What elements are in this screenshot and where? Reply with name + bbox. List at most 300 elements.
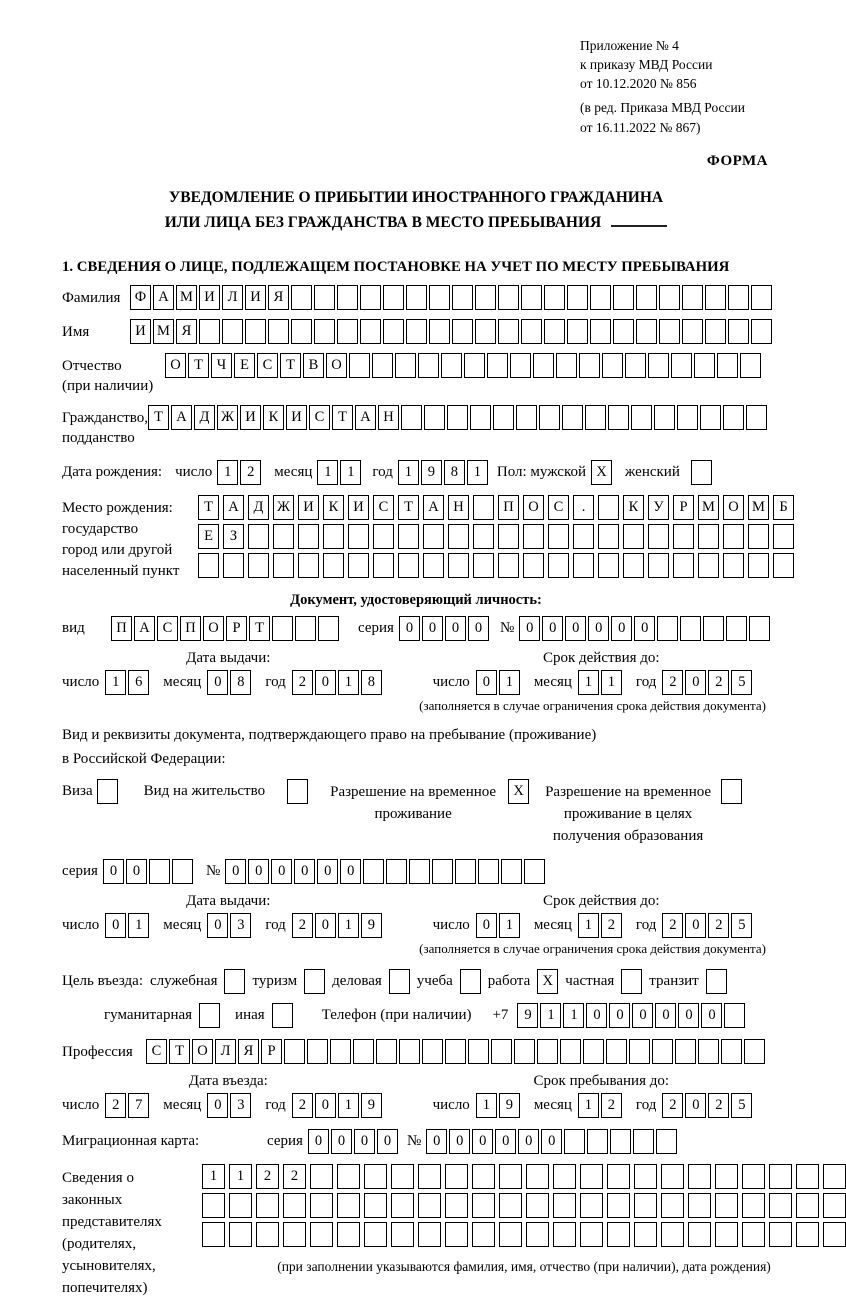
char-cell[interactable]: 2 bbox=[283, 1164, 306, 1189]
char-cell[interactable] bbox=[694, 353, 715, 378]
char-cell[interactable]: 0 bbox=[399, 616, 420, 641]
char-cell[interactable]: Д bbox=[248, 495, 269, 520]
char-cell[interactable]: 2 bbox=[292, 670, 313, 695]
char-cell[interactable] bbox=[498, 524, 519, 549]
char-cell[interactable] bbox=[623, 553, 644, 578]
char-cell[interactable] bbox=[468, 1039, 489, 1064]
char-cell[interactable] bbox=[607, 1222, 630, 1247]
char-cell[interactable] bbox=[587, 1129, 608, 1154]
char-cell[interactable] bbox=[470, 405, 491, 430]
char-cell[interactable] bbox=[295, 616, 316, 641]
char-cell[interactable] bbox=[202, 1193, 225, 1218]
char-cell[interactable] bbox=[429, 285, 450, 310]
char-cell[interactable] bbox=[445, 1222, 468, 1247]
char-cell[interactable] bbox=[493, 405, 514, 430]
char-cell[interactable]: 0 bbox=[317, 859, 338, 884]
char-cell[interactable]: 5 bbox=[731, 670, 752, 695]
char-cell[interactable] bbox=[598, 495, 619, 520]
char-cell[interactable] bbox=[383, 285, 404, 310]
char-cell[interactable] bbox=[283, 1222, 306, 1247]
char-cell[interactable]: 1 bbox=[217, 460, 238, 485]
char-cell[interactable] bbox=[323, 553, 344, 578]
char-cell[interactable] bbox=[360, 319, 381, 344]
char-cell[interactable]: Н bbox=[448, 495, 469, 520]
char-cell[interactable]: О bbox=[192, 1039, 213, 1064]
char-cell[interactable]: 1 bbox=[338, 913, 359, 938]
char-cell[interactable] bbox=[533, 353, 554, 378]
char-cell[interactable] bbox=[337, 285, 358, 310]
char-cell[interactable] bbox=[715, 1193, 738, 1218]
char-cell[interactable] bbox=[539, 405, 560, 430]
char-cell[interactable] bbox=[682, 285, 703, 310]
rvp-checkbox[interactable]: X bbox=[508, 779, 529, 804]
char-cell[interactable] bbox=[455, 859, 476, 884]
char-cell[interactable] bbox=[723, 553, 744, 578]
char-cell[interactable] bbox=[418, 1164, 441, 1189]
char-cell[interactable] bbox=[661, 1164, 684, 1189]
char-cell[interactable] bbox=[372, 353, 393, 378]
char-cell[interactable]: 2 bbox=[601, 913, 622, 938]
char-cell[interactable] bbox=[510, 353, 531, 378]
char-cell[interactable] bbox=[330, 1039, 351, 1064]
char-cell[interactable] bbox=[314, 285, 335, 310]
char-cell[interactable] bbox=[607, 1164, 630, 1189]
char-cell[interactable] bbox=[698, 553, 719, 578]
char-cell[interactable]: 0 bbox=[655, 1003, 676, 1028]
char-cell[interactable] bbox=[625, 353, 646, 378]
char-cell[interactable] bbox=[401, 405, 422, 430]
char-cell[interactable] bbox=[680, 616, 701, 641]
char-cell[interactable]: 0 bbox=[678, 1003, 699, 1028]
char-cell[interactable] bbox=[395, 353, 416, 378]
char-cell[interactable]: Т bbox=[280, 353, 301, 378]
char-cell[interactable]: 0 bbox=[422, 616, 443, 641]
char-cell[interactable]: Ж bbox=[273, 495, 294, 520]
char-cell[interactable] bbox=[398, 524, 419, 549]
char-cell[interactable] bbox=[498, 285, 519, 310]
char-cell[interactable]: О bbox=[523, 495, 544, 520]
purpose-study-checkbox[interactable] bbox=[460, 969, 481, 994]
char-cell[interactable] bbox=[273, 553, 294, 578]
char-cell[interactable] bbox=[418, 1193, 441, 1218]
char-cell[interactable]: 1 bbox=[499, 670, 520, 695]
char-cell[interactable] bbox=[553, 1164, 576, 1189]
char-cell[interactable]: А bbox=[355, 405, 376, 430]
char-cell[interactable] bbox=[472, 1193, 495, 1218]
char-cell[interactable]: П bbox=[498, 495, 519, 520]
char-cell[interactable] bbox=[673, 553, 694, 578]
char-cell[interactable] bbox=[222, 319, 243, 344]
char-cell[interactable] bbox=[608, 405, 629, 430]
char-cell[interactable] bbox=[636, 319, 657, 344]
char-cell[interactable]: 0 bbox=[103, 859, 124, 884]
char-cell[interactable] bbox=[472, 1164, 495, 1189]
char-cell[interactable] bbox=[598, 553, 619, 578]
char-cell[interactable] bbox=[726, 616, 747, 641]
char-cell[interactable]: И bbox=[240, 405, 261, 430]
char-cell[interactable] bbox=[423, 553, 444, 578]
char-cell[interactable] bbox=[590, 319, 611, 344]
char-cell[interactable] bbox=[373, 553, 394, 578]
char-cell[interactable] bbox=[272, 616, 293, 641]
char-cell[interactable]: 0 bbox=[449, 1129, 470, 1154]
char-cell[interactable]: 9 bbox=[361, 913, 382, 938]
char-cell[interactable]: 1 bbox=[229, 1164, 252, 1189]
char-cell[interactable] bbox=[698, 1039, 719, 1064]
char-cell[interactable]: 8 bbox=[230, 670, 251, 695]
char-cell[interactable]: 6 bbox=[128, 670, 149, 695]
char-cell[interactable] bbox=[291, 285, 312, 310]
char-cell[interactable]: Р bbox=[226, 616, 247, 641]
char-cell[interactable] bbox=[823, 1193, 846, 1218]
char-cell[interactable]: Ф bbox=[130, 285, 151, 310]
char-cell[interactable]: 2 bbox=[256, 1164, 279, 1189]
char-cell[interactable]: Р bbox=[261, 1039, 282, 1064]
char-cell[interactable]: 0 bbox=[207, 670, 228, 695]
char-cell[interactable] bbox=[773, 553, 794, 578]
char-cell[interactable] bbox=[521, 319, 542, 344]
char-cell[interactable]: 2 bbox=[708, 913, 729, 938]
char-cell[interactable] bbox=[422, 1039, 443, 1064]
char-cell[interactable] bbox=[544, 319, 565, 344]
purpose-official-checkbox[interactable] bbox=[224, 969, 245, 994]
char-cell[interactable] bbox=[223, 553, 244, 578]
char-cell[interactable]: 0 bbox=[225, 859, 246, 884]
char-cell[interactable]: И bbox=[130, 319, 151, 344]
char-cell[interactable] bbox=[796, 1193, 819, 1218]
char-cell[interactable] bbox=[629, 1039, 650, 1064]
char-cell[interactable] bbox=[823, 1164, 846, 1189]
char-cell[interactable]: 0 bbox=[308, 1129, 329, 1154]
char-cell[interactable]: О bbox=[203, 616, 224, 641]
char-cell[interactable] bbox=[478, 859, 499, 884]
char-cell[interactable]: К bbox=[623, 495, 644, 520]
char-cell[interactable] bbox=[613, 285, 634, 310]
char-cell[interactable] bbox=[580, 1222, 603, 1247]
char-cell[interactable] bbox=[418, 1222, 441, 1247]
char-cell[interactable]: Ч bbox=[211, 353, 232, 378]
sex-female-checkbox[interactable] bbox=[691, 460, 712, 485]
char-cell[interactable]: 0 bbox=[468, 616, 489, 641]
char-cell[interactable]: С bbox=[157, 616, 178, 641]
char-cell[interactable]: Т bbox=[169, 1039, 190, 1064]
char-cell[interactable]: С bbox=[146, 1039, 167, 1064]
char-cell[interactable]: М bbox=[176, 285, 197, 310]
char-cell[interactable] bbox=[553, 1193, 576, 1218]
char-cell[interactable] bbox=[298, 553, 319, 578]
char-cell[interactable] bbox=[424, 405, 445, 430]
char-cell[interactable] bbox=[337, 1222, 360, 1247]
purpose-other-checkbox[interactable] bbox=[272, 1003, 293, 1028]
char-cell[interactable]: . bbox=[573, 495, 594, 520]
char-cell[interactable]: 2 bbox=[662, 1093, 683, 1118]
char-cell[interactable]: Т bbox=[198, 495, 219, 520]
char-cell[interactable] bbox=[448, 553, 469, 578]
char-cell[interactable]: 0 bbox=[248, 859, 269, 884]
char-cell[interactable]: 2 bbox=[708, 670, 729, 695]
char-cell[interactable] bbox=[742, 1164, 765, 1189]
char-cell[interactable] bbox=[445, 1164, 468, 1189]
char-cell[interactable]: 9 bbox=[517, 1003, 538, 1028]
char-cell[interactable] bbox=[383, 319, 404, 344]
char-cell[interactable] bbox=[452, 285, 473, 310]
char-cell[interactable] bbox=[498, 553, 519, 578]
char-cell[interactable] bbox=[524, 859, 545, 884]
char-cell[interactable] bbox=[348, 524, 369, 549]
sex-male-checkbox[interactable]: X bbox=[591, 460, 612, 485]
char-cell[interactable] bbox=[659, 285, 680, 310]
char-cell[interactable]: О bbox=[165, 353, 186, 378]
char-cell[interactable] bbox=[654, 405, 675, 430]
char-cell[interactable] bbox=[248, 524, 269, 549]
purpose-humanitarian-checkbox[interactable] bbox=[199, 1003, 220, 1028]
char-cell[interactable] bbox=[573, 553, 594, 578]
char-cell[interactable] bbox=[715, 1222, 738, 1247]
purpose-private-checkbox[interactable] bbox=[621, 969, 642, 994]
char-cell[interactable]: Я bbox=[176, 319, 197, 344]
char-cell[interactable]: 9 bbox=[421, 460, 442, 485]
char-cell[interactable]: 0 bbox=[588, 616, 609, 641]
char-cell[interactable] bbox=[337, 1193, 360, 1218]
char-cell[interactable]: 2 bbox=[292, 913, 313, 938]
char-cell[interactable] bbox=[648, 553, 669, 578]
char-cell[interactable]: С bbox=[373, 495, 394, 520]
char-cell[interactable]: 0 bbox=[207, 913, 228, 938]
char-cell[interactable] bbox=[429, 319, 450, 344]
char-cell[interactable] bbox=[796, 1164, 819, 1189]
char-cell[interactable]: 0 bbox=[476, 913, 497, 938]
char-cell[interactable] bbox=[360, 285, 381, 310]
char-cell[interactable]: 7 bbox=[128, 1093, 149, 1118]
char-cell[interactable] bbox=[728, 285, 749, 310]
char-cell[interactable] bbox=[353, 1039, 374, 1064]
char-cell[interactable] bbox=[398, 553, 419, 578]
char-cell[interactable] bbox=[634, 1164, 657, 1189]
char-cell[interactable]: 0 bbox=[340, 859, 361, 884]
char-cell[interactable]: 1 bbox=[338, 670, 359, 695]
char-cell[interactable] bbox=[564, 1129, 585, 1154]
char-cell[interactable]: Е bbox=[198, 524, 219, 549]
char-cell[interactable]: 0 bbox=[426, 1129, 447, 1154]
char-cell[interactable] bbox=[769, 1222, 792, 1247]
char-cell[interactable] bbox=[823, 1222, 846, 1247]
char-cell[interactable] bbox=[598, 524, 619, 549]
char-cell[interactable] bbox=[448, 524, 469, 549]
char-cell[interactable] bbox=[283, 1193, 306, 1218]
char-cell[interactable] bbox=[172, 859, 193, 884]
char-cell[interactable] bbox=[447, 405, 468, 430]
char-cell[interactable] bbox=[256, 1193, 279, 1218]
char-cell[interactable] bbox=[364, 1164, 387, 1189]
char-cell[interactable] bbox=[602, 353, 623, 378]
char-cell[interactable] bbox=[526, 1193, 549, 1218]
char-cell[interactable] bbox=[688, 1193, 711, 1218]
char-cell[interactable] bbox=[703, 616, 724, 641]
char-cell[interactable]: Т bbox=[148, 405, 169, 430]
char-cell[interactable] bbox=[364, 1222, 387, 1247]
char-cell[interactable]: 2 bbox=[240, 460, 261, 485]
char-cell[interactable]: 0 bbox=[315, 1093, 336, 1118]
char-cell[interactable] bbox=[748, 553, 769, 578]
char-cell[interactable]: 1 bbox=[467, 460, 488, 485]
char-cell[interactable]: 3 bbox=[230, 1093, 251, 1118]
char-cell[interactable] bbox=[717, 353, 738, 378]
char-cell[interactable] bbox=[363, 859, 384, 884]
char-cell[interactable]: Р bbox=[673, 495, 694, 520]
char-cell[interactable] bbox=[445, 1193, 468, 1218]
char-cell[interactable]: 1 bbox=[105, 670, 126, 695]
char-cell[interactable] bbox=[391, 1164, 414, 1189]
char-cell[interactable] bbox=[314, 319, 335, 344]
char-cell[interactable] bbox=[418, 353, 439, 378]
char-cell[interactable] bbox=[475, 285, 496, 310]
char-cell[interactable] bbox=[634, 1222, 657, 1247]
char-cell[interactable] bbox=[268, 319, 289, 344]
char-cell[interactable] bbox=[464, 353, 485, 378]
char-cell[interactable] bbox=[248, 553, 269, 578]
char-cell[interactable] bbox=[473, 495, 494, 520]
char-cell[interactable] bbox=[751, 319, 772, 344]
char-cell[interactable] bbox=[606, 1039, 627, 1064]
char-cell[interactable]: 0 bbox=[445, 616, 466, 641]
char-cell[interactable] bbox=[310, 1164, 333, 1189]
char-cell[interactable] bbox=[562, 405, 583, 430]
char-cell[interactable] bbox=[487, 353, 508, 378]
char-cell[interactable]: 0 bbox=[331, 1129, 352, 1154]
char-cell[interactable]: 5 bbox=[731, 1093, 752, 1118]
char-cell[interactable]: С bbox=[309, 405, 330, 430]
char-cell[interactable] bbox=[585, 405, 606, 430]
purpose-work-checkbox[interactable]: X bbox=[537, 969, 558, 994]
char-cell[interactable]: 1 bbox=[578, 1093, 599, 1118]
char-cell[interactable]: А bbox=[423, 495, 444, 520]
char-cell[interactable] bbox=[769, 1193, 792, 1218]
char-cell[interactable]: 1 bbox=[317, 460, 338, 485]
char-cell[interactable] bbox=[583, 1039, 604, 1064]
char-cell[interactable] bbox=[406, 319, 427, 344]
char-cell[interactable] bbox=[376, 1039, 397, 1064]
purpose-business-checkbox[interactable] bbox=[389, 969, 410, 994]
char-cell[interactable] bbox=[749, 616, 770, 641]
char-cell[interactable]: 3 bbox=[230, 913, 251, 938]
char-cell[interactable] bbox=[634, 1193, 657, 1218]
char-cell[interactable]: 0 bbox=[207, 1093, 228, 1118]
char-cell[interactable]: П bbox=[180, 616, 201, 641]
char-cell[interactable] bbox=[548, 524, 569, 549]
char-cell[interactable] bbox=[521, 285, 542, 310]
char-cell[interactable]: 0 bbox=[518, 1129, 539, 1154]
char-cell[interactable] bbox=[473, 524, 494, 549]
char-cell[interactable] bbox=[579, 353, 600, 378]
char-cell[interactable] bbox=[526, 1164, 549, 1189]
char-cell[interactable]: 0 bbox=[701, 1003, 722, 1028]
char-cell[interactable]: 0 bbox=[685, 670, 706, 695]
char-cell[interactable]: 0 bbox=[294, 859, 315, 884]
char-cell[interactable]: 1 bbox=[578, 670, 599, 695]
char-cell[interactable] bbox=[688, 1164, 711, 1189]
char-cell[interactable]: 0 bbox=[105, 913, 126, 938]
char-cell[interactable] bbox=[348, 553, 369, 578]
char-cell[interactable]: 2 bbox=[292, 1093, 313, 1118]
char-cell[interactable] bbox=[636, 285, 657, 310]
char-cell[interactable] bbox=[423, 524, 444, 549]
char-cell[interactable] bbox=[613, 319, 634, 344]
char-cell[interactable] bbox=[445, 1039, 466, 1064]
char-cell[interactable] bbox=[349, 353, 370, 378]
char-cell[interactable]: Т bbox=[188, 353, 209, 378]
char-cell[interactable] bbox=[544, 285, 565, 310]
char-cell[interactable] bbox=[715, 1164, 738, 1189]
char-cell[interactable]: 1 bbox=[499, 913, 520, 938]
char-cell[interactable] bbox=[607, 1193, 630, 1218]
char-cell[interactable]: 0 bbox=[377, 1129, 398, 1154]
char-cell[interactable] bbox=[659, 319, 680, 344]
char-cell[interactable] bbox=[337, 1164, 360, 1189]
char-cell[interactable]: Л bbox=[222, 285, 243, 310]
char-cell[interactable]: 0 bbox=[685, 913, 706, 938]
char-cell[interactable]: К bbox=[323, 495, 344, 520]
char-cell[interactable]: 1 bbox=[338, 1093, 359, 1118]
char-cell[interactable] bbox=[432, 859, 453, 884]
char-cell[interactable] bbox=[623, 524, 644, 549]
char-cell[interactable] bbox=[688, 1222, 711, 1247]
char-cell[interactable] bbox=[723, 405, 744, 430]
char-cell[interactable]: М bbox=[748, 495, 769, 520]
char-cell[interactable] bbox=[740, 353, 761, 378]
char-cell[interactable] bbox=[673, 524, 694, 549]
char-cell[interactable]: 0 bbox=[565, 616, 586, 641]
char-cell[interactable]: М bbox=[153, 319, 174, 344]
char-cell[interactable]: И bbox=[286, 405, 307, 430]
char-cell[interactable] bbox=[149, 859, 170, 884]
char-cell[interactable] bbox=[229, 1193, 252, 1218]
char-cell[interactable] bbox=[580, 1193, 603, 1218]
char-cell[interactable]: 0 bbox=[472, 1129, 493, 1154]
char-cell[interactable] bbox=[516, 405, 537, 430]
char-cell[interactable] bbox=[548, 553, 569, 578]
char-cell[interactable] bbox=[744, 1039, 765, 1064]
char-cell[interactable] bbox=[675, 1039, 696, 1064]
char-cell[interactable] bbox=[580, 1164, 603, 1189]
char-cell[interactable] bbox=[298, 524, 319, 549]
char-cell[interactable]: С bbox=[257, 353, 278, 378]
char-cell[interactable]: Н bbox=[378, 405, 399, 430]
char-cell[interactable] bbox=[590, 285, 611, 310]
char-cell[interactable] bbox=[661, 1222, 684, 1247]
char-cell[interactable]: 5 bbox=[731, 913, 752, 938]
char-cell[interactable]: 0 bbox=[632, 1003, 653, 1028]
char-cell[interactable]: 0 bbox=[271, 859, 292, 884]
char-cell[interactable]: И bbox=[298, 495, 319, 520]
char-cell[interactable]: Л bbox=[215, 1039, 236, 1064]
char-cell[interactable] bbox=[705, 319, 726, 344]
char-cell[interactable]: 1 bbox=[563, 1003, 584, 1028]
char-cell[interactable] bbox=[245, 319, 266, 344]
char-cell[interactable] bbox=[652, 1039, 673, 1064]
char-cell[interactable]: У bbox=[648, 495, 669, 520]
char-cell[interactable] bbox=[499, 1164, 522, 1189]
char-cell[interactable] bbox=[633, 1129, 654, 1154]
char-cell[interactable] bbox=[698, 524, 719, 549]
char-cell[interactable]: 1 bbox=[476, 1093, 497, 1118]
char-cell[interactable] bbox=[724, 1003, 745, 1028]
char-cell[interactable] bbox=[199, 319, 220, 344]
char-cell[interactable]: 0 bbox=[354, 1129, 375, 1154]
char-cell[interactable]: 1 bbox=[601, 670, 622, 695]
char-cell[interactable] bbox=[373, 524, 394, 549]
char-cell[interactable] bbox=[728, 319, 749, 344]
char-cell[interactable] bbox=[498, 319, 519, 344]
